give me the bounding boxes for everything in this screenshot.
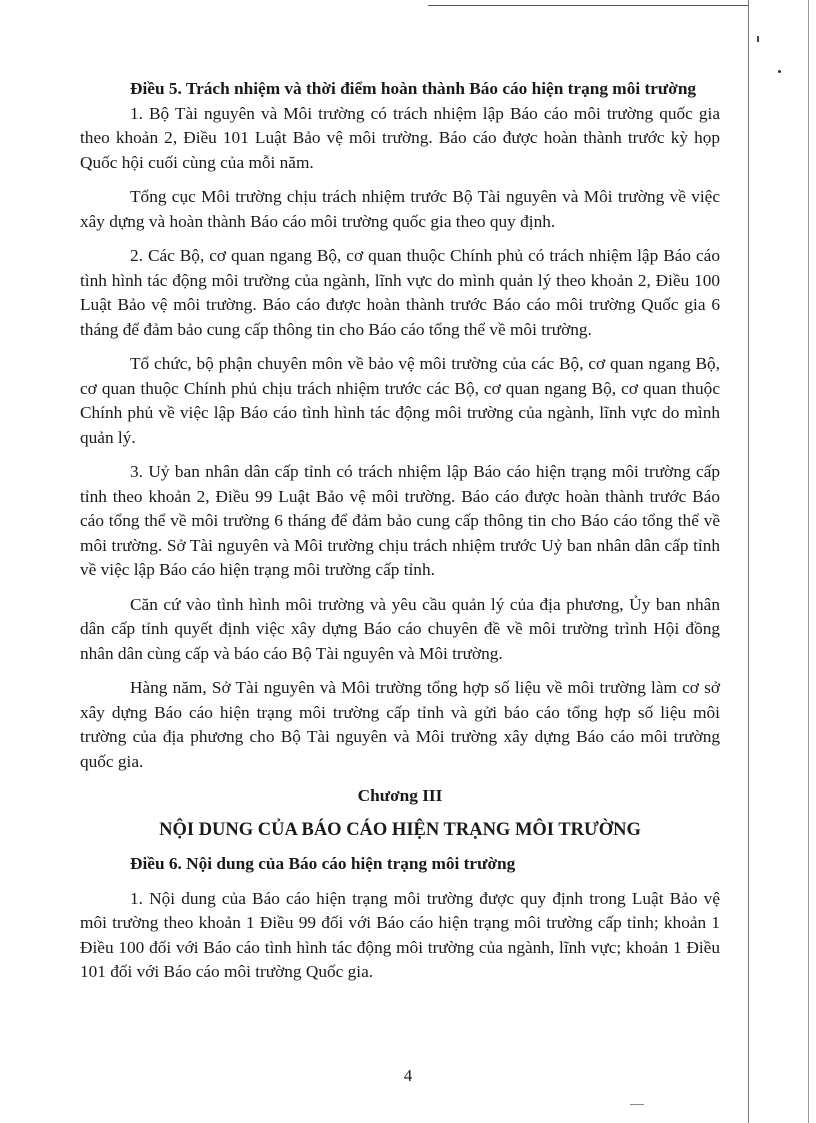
scan-speck: [778, 70, 781, 73]
article-5-heading: Điều 5. Trách nhiệm và thời điểm hoàn thành Báo cáo hiện trạng môi trường: [130, 79, 697, 98]
article-5-paragraph-2: Tổng cục Môi trường chịu trách nhiệm trước Bộ Tài nguyên và Môi trường về việc xây dựng và hoàn thành Báo cáo môi trường quốc gia theo quy định.: [80, 187, 720, 231]
scan-border-top: [428, 5, 748, 6]
article-5-paragraph-5: 3. Uỷ ban nhân dân cấp tỉnh có trách nhiệm lập Báo cáo hiện trạng môi trường cấp tỉnh theo khoản 2, Điều 99 Luật Bảo vệ môi trường. Báo cáo được hoàn thành trước Báo cáo tổng thể về môi trường 6 tháng để đảm bảo cung cấp thông tin cho Báo cáo tổng thể về môi trường. Sở Tài nguyên và Môi trường chịu trách nhiệm trước Uỷ ban nhân dân cấp tỉnh về việc lập Báo cáo hiện trạng môi trường cấp tỉnh.: [80, 462, 720, 579]
scan-border-right-outer: [808, 0, 809, 1123]
scan-border-right-inner: [748, 0, 749, 1123]
article-5-paragraph-7: Hàng năm, Sở Tài nguyên và Môi trường tổng hợp số liệu về môi trường làm cơ sở xây dựng Báo cáo hiện trạng môi trường cấp tỉnh và gửi báo cáo tổng hợp số liệu môi trường của địa phương cho Bộ Tài nguyên và Môi trường xây dựng Báo cáo môi trường quốc gia.: [80, 678, 720, 771]
page-number: 4: [403, 1066, 413, 1085]
article-5-paragraph-1: 1. Bộ Tài nguyên và Môi trường có trách nhiệm lập Báo cáo môi trường quốc gia theo khoản 2, Điều 101 Luật Bảo vệ môi trường. Báo cáo được hoàn thành trước kỳ họp Quốc hội cuối cùng của mỗi năm.: [80, 103, 720, 172]
page-content: [80, 77, 720, 985]
article-5-paragraph-4: Tổ chức, bộ phận chuyên môn về bảo vệ môi trường của các Bộ, cơ quan ngang Bộ, cơ quan thuộc Chính phủ chịu trách nhiệm trước các Bộ, cơ quan ngang Bộ, cơ quan thuộc Chính phủ về việc lập Báo cáo tình hình tác động môi trường của ngành, lĩnh vực do mình quản lý.: [80, 354, 720, 447]
scan-speck: [757, 36, 759, 42]
scan-mark: [630, 1104, 644, 1105]
article-5-paragraph-3: 2. Các Bộ, cơ quan ngang Bộ, cơ quan thuộc Chính phủ có trách nhiệm lập Báo cáo tình hình tác động môi trường của ngành, lĩnh vực do mình quản lý theo khoản 2, Điều 100 Luật Bảo vệ môi trường. Báo cáo được hoàn thành trước Báo cáo môi trường Quốc gia 6 tháng để đảm bảo cung cấp thông tin cho Báo cáo tổng thể về môi trường.: [80, 246, 720, 339]
article-6-heading: Điều 6. Nội dung của Báo cáo hiện trạng môi trường: [130, 854, 516, 873]
chapter-title: NỘI DUNG CỦA BÁO CÁO HIỆN TRẠNG MÔI TRƯỜNG: [159, 819, 641, 840]
article-5-paragraph-6: Căn cứ vào tình hình môi trường và yêu cầu quản lý của địa phương, Ủy ban nhân dân cấp tỉnh quyết định việc xây dựng Báo cáo chuyên đề về môi trường trình Hội đồng nhân dân cùng cấp và báo cáo Bộ Tài nguyên và Môi trường.: [80, 594, 720, 663]
chapter-label: Chương III: [357, 786, 443, 805]
article-6-paragraph-1: 1. Nội dung của Báo cáo hiện trạng môi trường được quy định trong Luật Bảo vệ môi trường theo khoản 1 Điều 99 đối với Báo cáo hiện trạng môi trường cấp tỉnh; khoản 1 Điều 100 đối với Báo cáo tình hình tác động môi trường của ngành, lĩnh vực; khoản 1 Điều 101 đối với Báo cáo môi trường Quốc gia.: [80, 888, 720, 981]
